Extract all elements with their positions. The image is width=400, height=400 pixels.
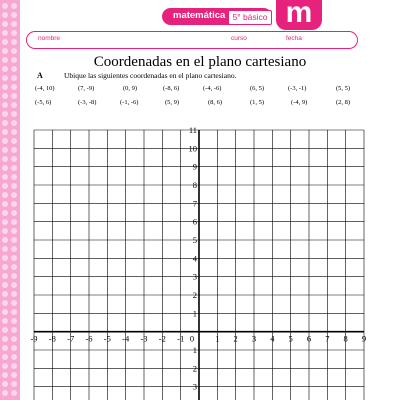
coordinate-pair: (-4, 9) [291,99,308,106]
x-tick-label: -2 [158,333,166,344]
x-tick-label: -6 [85,333,93,344]
date-field-label: fecha [286,35,302,42]
x-tick-label: 6 [306,333,312,344]
coordinate-pair: (1, 5) [250,99,265,106]
name-field-label: nombre [38,35,61,42]
x-tick-label: 2 [233,333,238,344]
subject-label: matemática [173,10,226,21]
y-tick-label: 8 [192,180,197,190]
grade-label: 5° básico [228,10,272,25]
page-title: Coordenadas en el plano cartesiano [93,54,307,70]
coordinate-pair: (7, -9) [78,85,95,92]
instruction-text: Ubique las siguientes coordenadas en el plano cartesiano. [64,71,237,80]
coordinate-pair: (-4, -6) [203,85,222,92]
coordinate-pair: (-5, 6) [35,99,52,106]
x-tick-label: 8 [343,333,348,344]
x-tick-label: 4 [270,333,275,344]
y-tick-label: 3 [192,381,197,392]
x-tick-label: 7 [325,333,330,344]
y-tick-label: 10 [188,143,197,154]
y-tick-label: 6 [192,216,197,227]
y-tick-label: 11 [188,125,197,135]
y-tick-label: 1 [192,345,197,355]
coordinate-pair: (-3, -8) [78,99,97,106]
x-tick-label: -9 [30,333,38,344]
coordinate-pair: (6, 5) [250,85,265,92]
y-tick-label: 5 [192,235,197,245]
coordinate-pair: (-3, -1) [288,85,307,92]
y-tick-label: 2 [192,290,197,300]
x-tick-label: 0 [189,333,195,344]
x-tick-label: 3 [251,333,257,344]
coordinate-pair: (8, 6) [208,99,223,106]
x-tick-label: -3 [140,333,148,344]
x-tick-label: 1 [215,333,220,344]
y-tick-label: 1 [192,308,197,319]
x-tick-label: -1 [177,333,185,344]
x-tick-label: -4 [122,333,130,344]
coordinate-pair: (0, 9) [123,85,138,92]
coordinate-pair: (5, 5) [336,85,351,92]
y-tick-label: 7 [192,198,197,209]
x-tick-label: 9 [361,333,367,344]
x-tick-label: -5 [103,333,111,344]
section-letter: A [37,71,43,80]
y-tick-label: 2 [192,363,197,374]
y-tick-label: 4 [192,253,197,264]
coordinate-pair: (5, 9) [165,99,180,106]
x-tick-label: 5 [288,333,293,344]
x-tick-label: -8 [48,333,56,344]
x-tick-label: -7 [67,333,75,344]
logo: m [276,0,322,30]
coordinate-pair: (-8, 6) [163,85,180,92]
coordinate-pair: (-1, -6) [120,99,139,106]
coordinate-pair: (2, 8) [336,99,351,106]
course-field-label: curso [231,35,247,42]
coordinate-pair: (-4, 10) [35,85,55,92]
y-tick-label: 3 [192,271,197,282]
y-tick-label: 9 [192,161,197,172]
